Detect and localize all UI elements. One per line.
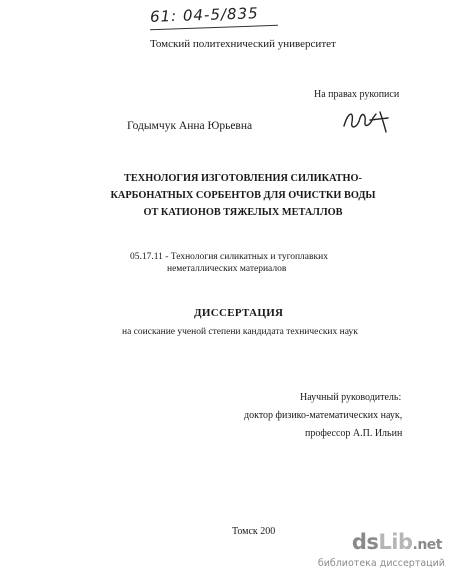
dissertation-title	[110, 170, 376, 221]
logo-lib: Lib	[378, 530, 413, 554]
title-line: КАРБОНАТНЫХ СОРБЕНТОВ ДЛЯ ОЧИСТКИ ВОДЫ	[110, 190, 376, 201]
document-type: ДИССЕРТАЦИЯ	[194, 307, 284, 319]
signature-icon	[340, 106, 392, 134]
supervisor-label: Научный руководитель:	[300, 392, 402, 403]
watermark-logo	[352, 530, 442, 554]
degree-line: на соискание ученой степени кандидата технических наук	[122, 327, 358, 337]
title-line: ОТ КАТИОНОВ ТЯЖЕЛЫХ МЕТАЛЛОВ	[143, 207, 343, 218]
title-line: ТЕХНОЛОГИЯ ИЗГОТОВЛЕНИЯ СИЛИКАТНО-	[124, 173, 362, 184]
specialty-code: 05.17.11 - Технология силикатных и тугоплавких	[130, 252, 328, 262]
city-year: Томск 200	[232, 526, 276, 537]
supervisor-name: профессор А.П. Ильин	[305, 428, 403, 439]
archive-number: 61: 04-5/835	[149, 4, 259, 26]
author-name: Годымчук Анна Юрьевна	[127, 120, 253, 132]
archive-underline	[150, 25, 278, 30]
manuscript-note: На правах рукописи	[314, 89, 400, 100]
specialty-name: неметаллических материалов	[167, 264, 287, 274]
university-name: Томский политехнический университет	[150, 38, 336, 50]
watermark	[317, 530, 448, 576]
logo-ds: ds	[351, 530, 379, 554]
watermark-subtitle: библиотека диссертаций	[317, 558, 445, 569]
supervisor-title: доктор физико-математических наук,	[244, 410, 403, 421]
logo-net: .net	[412, 537, 442, 553]
